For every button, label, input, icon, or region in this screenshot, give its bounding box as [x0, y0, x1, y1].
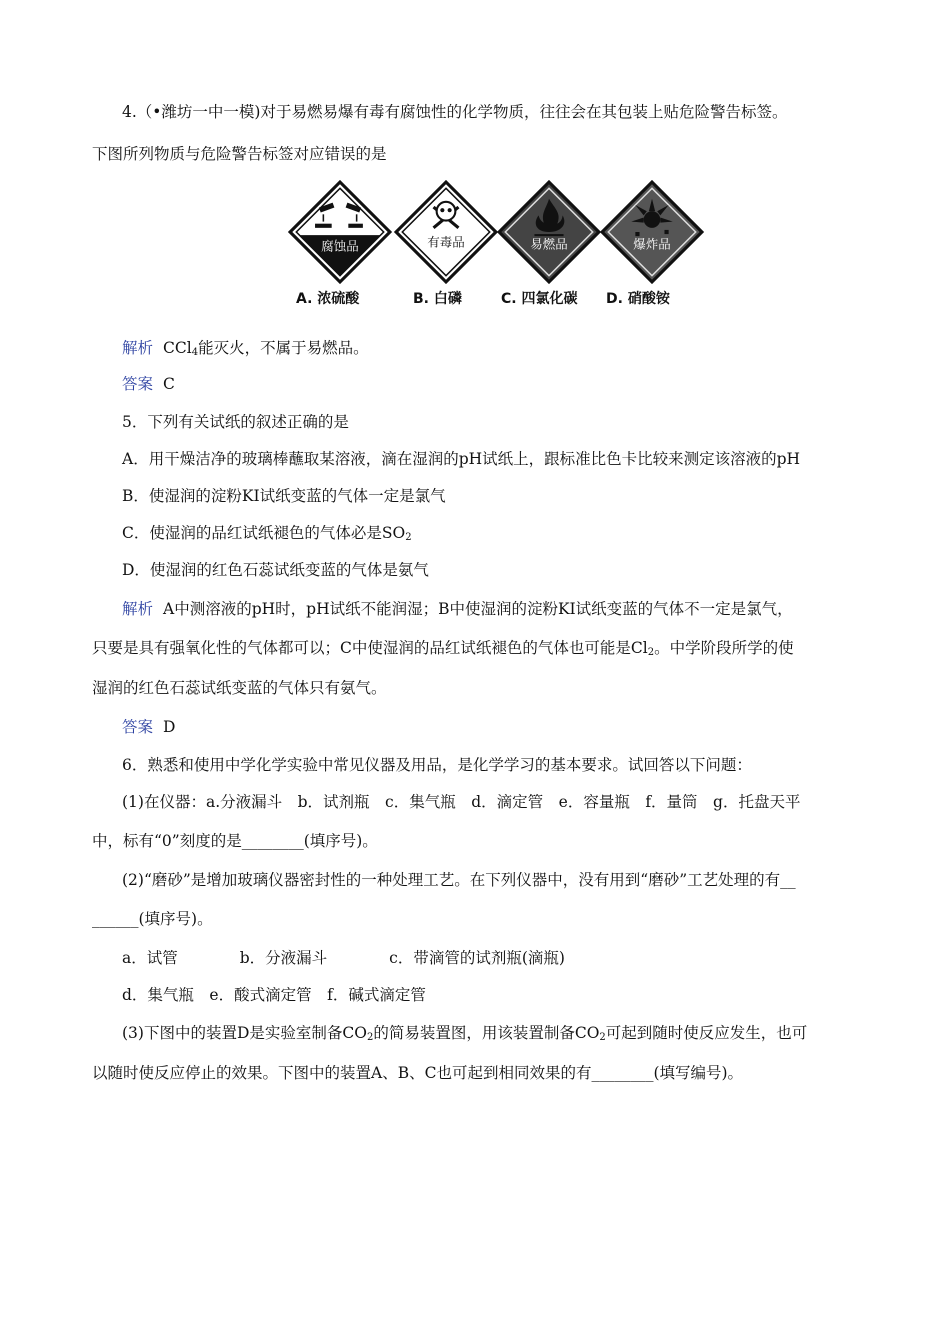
explosive-sign [600, 180, 704, 284]
answer-label: 答案 [122, 375, 154, 393]
analysis-label: 解析 [122, 600, 154, 618]
q6-part3-line1: (3)下图中的装置D是实验室制备$CO_2$的简易装置图，用该装置制备$CO_2$可起到随时使反应发生，也可 [122, 1024, 808, 1043]
q6-part2-options2: d．集气瓶 e．酸式滴定管 f．碱式滴定管 [122, 986, 426, 1004]
q5-analysis-line2: 只要是具有强氧化性的气体都可以；C中使湿润的品红试纸褪色的气体也可能是$Cl_2$。中学阶段所学的使 [92, 639, 794, 658]
q4-analysis: 解析 CCl$_4$能灭火，不属于易燃品。 [122, 339, 369, 358]
q5-option-b: B．使湿润的淀粉KI试纸变蓝的气体一定是氯气 [122, 487, 446, 505]
q5-analysis-line3: 湿润的红色石蕊试纸变蓝的气体只有氨气。 [92, 679, 387, 697]
answer-label: 答案 [122, 718, 154, 736]
sign-caption: B. 白磷 [413, 291, 462, 307]
q5-answer [122, 716, 902, 738]
q6-part2-line2: ______(填序号)。 [92, 910, 213, 928]
sign-label: 爆炸品 [633, 236, 671, 252]
q6-part3-line2: 以随时使反应停止的效果。下图中的装置A、B、C也可起到相同效果的有________(填写编号)。 [92, 1064, 744, 1082]
flammable-sign [497, 180, 601, 284]
answer-value: D [163, 718, 176, 736]
q5-stem: 5．下列有关试纸的叙述正确的是 [122, 413, 349, 431]
toxic-sign [394, 180, 498, 284]
q6-part2-options1: a．试管 b．分液漏斗 c．带滴管的试剂瓶(滴瓶) [122, 949, 565, 967]
q5-option-c: C．使湿润的品红试纸褪色的气体必是$SO_2$ [122, 524, 412, 543]
q5-analysis-line1: 解析 A中测溶液的pH时，pH试纸不能润湿；B中使湿润的淀粉KI试纸变蓝的气体不一定是氯气， [122, 600, 793, 618]
q6-part2-line1: (2)“磨砂”是增加玻璃仪器密封性的一种处理工艺。在下列仪器中，没有用到“磨砂”工艺处理的有__ [122, 871, 796, 889]
sign-caption: C. 四氯化碳 [501, 291, 578, 307]
analysis-label: 解析 [122, 339, 154, 357]
answer-value: C [163, 375, 175, 393]
q4-answer [122, 373, 902, 395]
q4-stem-line1: 4.（•潍坊一中一模)对于易燃易爆有毒有腐蚀性的化学物质，往往会在其包装上贴危险警告标签。 [122, 103, 788, 121]
sign-caption: A. 浓硫酸 [296, 291, 360, 307]
sign-label: 腐蚀品 [321, 238, 359, 254]
q6-part1-line1: (1)在仪器：a.分液漏斗 b．试剂瓶 c．集气瓶 d．滴定管 e．容量瓶 f．量筒 g．托盘天平 [122, 793, 801, 811]
q5-option-a: A．用干燥洁净的玻璃棒蘸取某溶液，滴在湿润的pH试纸上，跟标准比色卡比较来测定该溶液的pH [122, 450, 801, 468]
corrosive-sign [288, 180, 392, 284]
sign-label: 易燃品 [530, 236, 568, 252]
q6-stem: 6．熟悉和使用中学化学实验中常见仪器及用品，是化学学习的基本要求。试回答以下问题： [122, 756, 752, 774]
q6-part1-line2: 中，标有“0”刻度的是________(填序号)。 [92, 832, 378, 850]
hazard-signs-figure [288, 180, 708, 310]
sign-caption: D. 硝酸铵 [606, 291, 670, 307]
q5-option-d: D．使湿润的红色石蕊试纸变蓝的气体是氨气 [122, 561, 429, 579]
q4-stem-line2: 下图所列物质与危险警告标签对应错误的是 [92, 145, 387, 163]
sign-label: 有毒品 [427, 234, 465, 250]
